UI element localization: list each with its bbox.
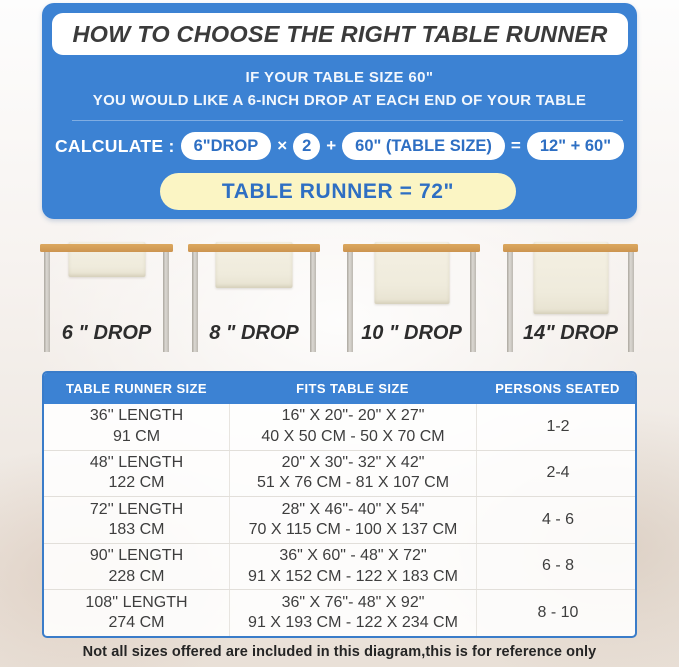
drop-label: 10 " DROP <box>361 322 462 344</box>
column-header-fits-table: FITS TABLE SIZE <box>296 381 409 396</box>
sum-pill: 12" + 60" <box>527 132 624 160</box>
column-header-persons: PERSONS SEATED <box>495 381 620 396</box>
size-chart-table <box>42 371 637 638</box>
multiply-operator: × <box>277 136 288 155</box>
table-row <box>44 543 635 590</box>
table-row <box>44 496 635 543</box>
runner-swatch <box>533 242 608 314</box>
runner-size-cell: 108'' LENGTH 274 CM <box>85 593 188 632</box>
disclaimer-note: Not all sizes offered are included in this diagram,this is for reference only <box>82 644 597 660</box>
persons-cell: 1-2 <box>476 404 637 450</box>
intro-line-2: YOU WOULD LIKE A 6-INCH DROP AT EACH END OF YOUR TABLE <box>92 92 587 109</box>
hero-panel <box>42 3 637 219</box>
persons-cell: 8 - 10 <box>476 590 637 636</box>
drop-label: 14" DROP <box>522 322 619 344</box>
plus-operator: + <box>326 136 337 155</box>
drop-figure-8 <box>188 244 320 360</box>
fits-size-cell: 28" X 46"- 40" X 54" 70 X 115 CM - 100 X 137 CM <box>229 497 476 543</box>
drop-label: 8 " DROP <box>209 322 299 344</box>
table-top <box>343 244 480 252</box>
drop-figure-14 <box>503 244 638 360</box>
title-box <box>52 13 628 55</box>
table-row <box>44 404 635 450</box>
column-header-runner-size: TABLE RUNNER SIZE <box>66 381 207 396</box>
fits-size-cell: 20" X 30"- 32" X 42" 51 X 76 CM - 81 X 107 CM <box>229 451 476 497</box>
persons-cell: 6 - 8 <box>476 544 637 590</box>
drop-figure-10 <box>343 244 480 360</box>
persons-cell: 2-4 <box>476 451 637 497</box>
calculation-formula <box>48 131 631 161</box>
page-title: HOW TO CHOOSE THE RIGHT TABLE RUNNER <box>72 20 608 47</box>
divider <box>72 120 623 121</box>
size-chart-body <box>44 404 635 636</box>
fits-size-cell: 36" X 76"- 48" X 92" 91 X 193 CM - 122 X 234 CM <box>229 590 476 636</box>
fits-size-cell: 16" X 20"- 20" X 27" 40 X 50 CM - 50 X 70 CM <box>229 404 476 450</box>
drop-label: 6 " DROP <box>61 322 152 344</box>
runner-size-cell: 48'' LENGTH 122 CM <box>89 453 184 492</box>
table-size-pill: 60" (TABLE SIZE) <box>342 132 505 160</box>
drop-value-pill: 6"DROP <box>181 132 272 160</box>
table-row <box>44 589 635 636</box>
runner-size-cell: 36'' LENGTH 91 CM <box>89 407 184 445</box>
intro-line-1: IF YOUR TABLE SIZE 60" <box>245 69 434 86</box>
persons-cell: 4 - 6 <box>476 497 637 543</box>
table-row <box>44 450 635 497</box>
result-pill: TABLE RUNNER = 72" <box>160 173 516 210</box>
runner-size-cell: 72'' LENGTH 183 CM <box>89 500 184 538</box>
runner-size-cell: 90'' LENGTH 228 CM <box>89 547 184 585</box>
table-top <box>188 244 320 252</box>
table-top <box>503 244 638 252</box>
fits-size-cell: 36" X 60" - 48" X 72" 91 X 152 CM - 122 X 183 CM <box>229 544 476 590</box>
equals-operator: = <box>510 136 521 155</box>
table-top <box>40 244 173 252</box>
multiplier-badge: 2 <box>293 133 320 160</box>
calculate-label: CALCULATE : <box>54 135 175 156</box>
drop-figure-6 <box>40 244 173 360</box>
size-chart-header-row <box>44 373 635 404</box>
